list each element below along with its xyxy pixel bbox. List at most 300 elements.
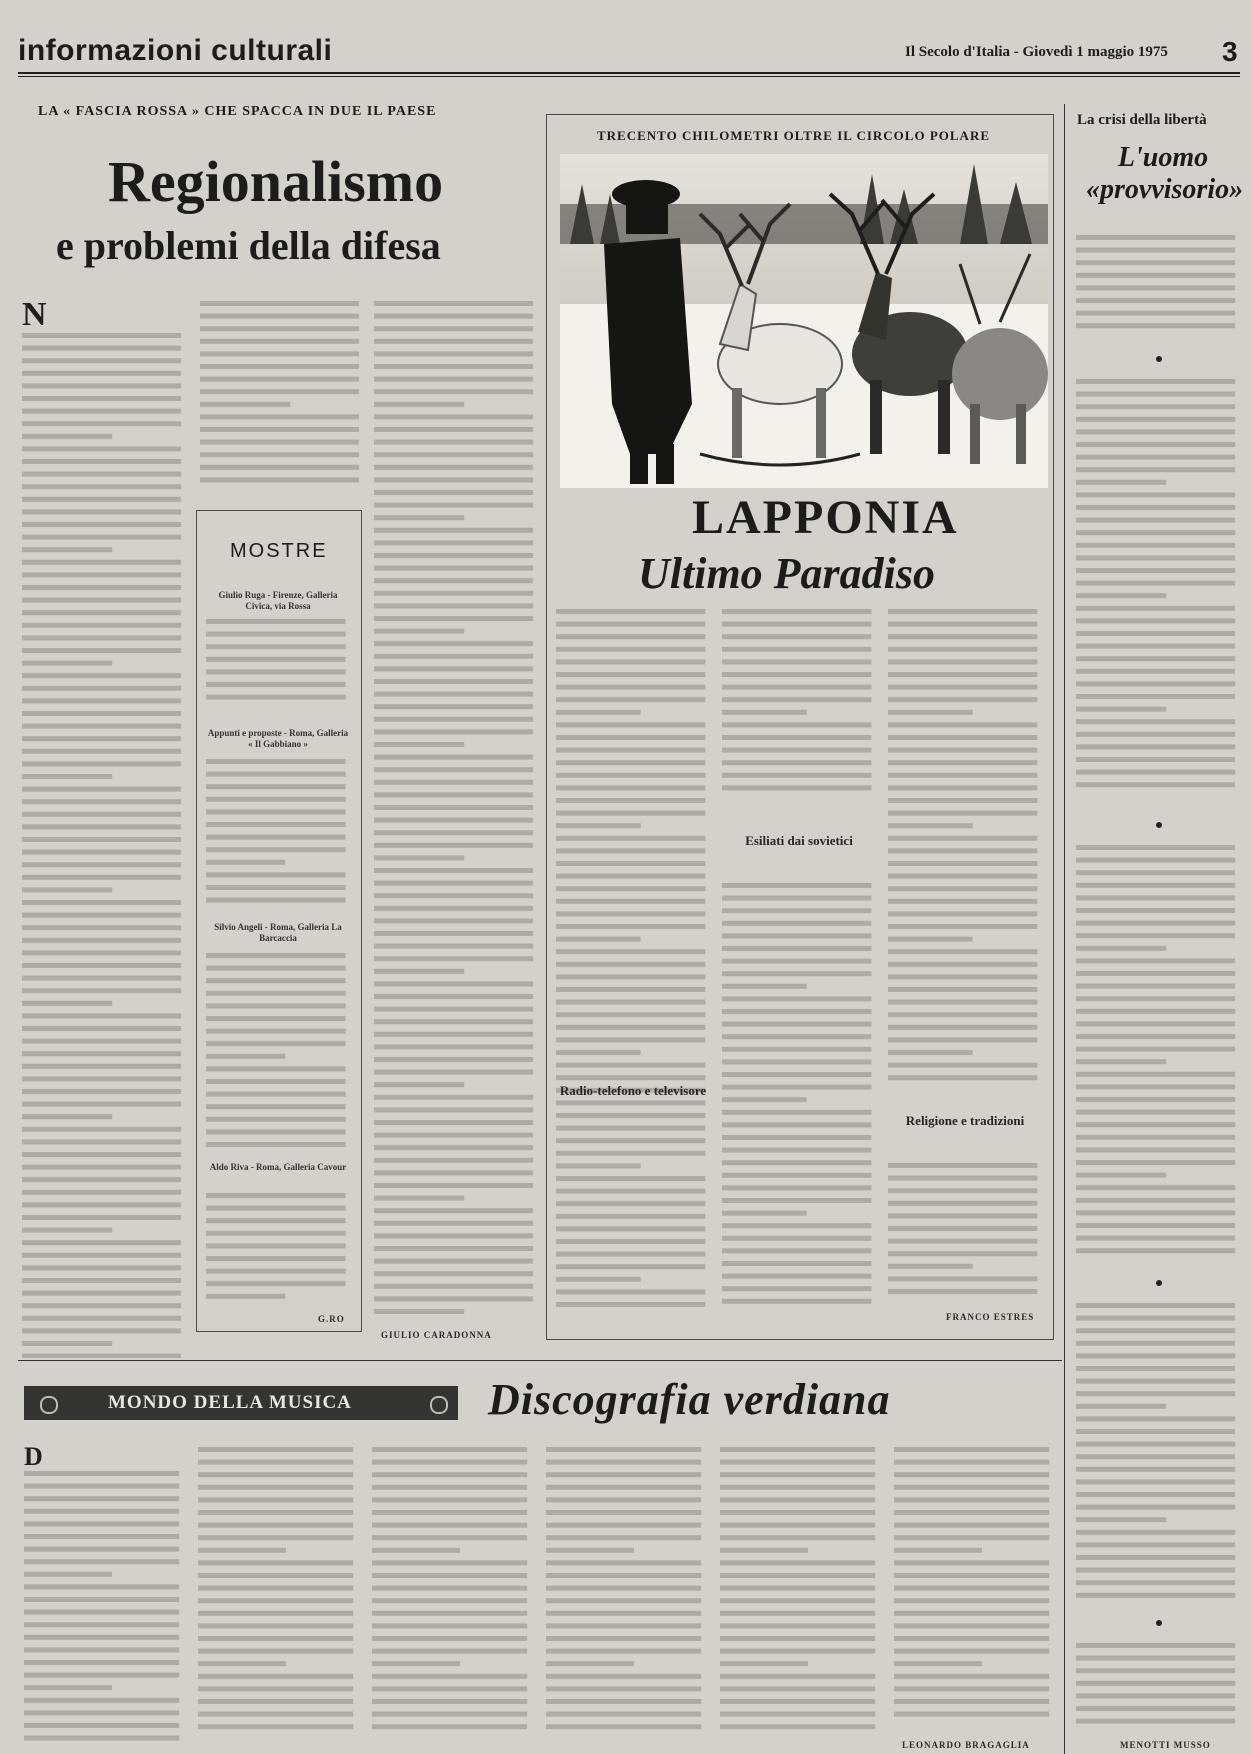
- lapponia-subhead-2: Radio-telefono e televisore: [559, 1083, 707, 1098]
- text-line: [556, 634, 705, 639]
- text-line: [22, 1001, 112, 1006]
- text-line: [546, 1636, 701, 1641]
- text-line: [374, 339, 533, 344]
- text-line: [22, 610, 181, 615]
- text-line: [22, 1152, 181, 1157]
- text-line: [888, 1201, 1037, 1206]
- text-line: [1076, 311, 1235, 316]
- text-line: [556, 1113, 705, 1118]
- text-line: [1076, 442, 1235, 447]
- illegible-text-lines: [546, 1444, 706, 1734]
- text-line: [198, 1523, 353, 1528]
- text-line: [1076, 1530, 1235, 1535]
- text-line: [1076, 1404, 1166, 1409]
- text-line: [1076, 1173, 1166, 1178]
- text-line: [720, 1472, 875, 1477]
- text-line: [200, 326, 359, 331]
- text-line: [894, 1586, 1049, 1591]
- text-line: [894, 1636, 1049, 1641]
- text-line: [556, 1252, 705, 1257]
- text-line: [556, 962, 705, 967]
- text-line: [722, 1198, 871, 1203]
- text-line: [722, 921, 871, 926]
- text-line: [1076, 1110, 1235, 1115]
- reindeer-photo-image: [560, 154, 1048, 488]
- text-line: [556, 748, 705, 753]
- text-line: [374, 1246, 533, 1251]
- text-line: [374, 1070, 533, 1075]
- text-line: [24, 1534, 179, 1539]
- text-line: [722, 971, 871, 976]
- text-line: [374, 843, 533, 848]
- text-line: [22, 472, 181, 477]
- text-line: [206, 953, 346, 958]
- text-line: [24, 1647, 179, 1652]
- text-line: [22, 1265, 181, 1270]
- text-line: [200, 339, 359, 344]
- text-line: [22, 887, 112, 892]
- text-line: [1076, 971, 1235, 976]
- text-line: [1076, 1555, 1235, 1560]
- text-line: [888, 974, 1037, 979]
- text-line: [894, 1649, 1049, 1654]
- text-line: [720, 1497, 875, 1502]
- music-column-3: [372, 1444, 532, 1744]
- text-line: [888, 748, 1037, 753]
- text-line: [1076, 1303, 1235, 1308]
- text-line: [556, 672, 705, 677]
- text-line: [22, 1026, 181, 1031]
- illegible-text-lines: [1076, 1300, 1240, 1602]
- text-line: [22, 976, 181, 981]
- text-line: [720, 1573, 875, 1578]
- text-line: [22, 1051, 181, 1056]
- text-line: [374, 314, 533, 319]
- lapponia-column-3-bottom: [888, 1160, 1042, 1300]
- text-line: [372, 1523, 527, 1528]
- text-line: [888, 811, 1037, 816]
- text-line: [374, 742, 464, 747]
- header-rule: [18, 72, 1240, 74]
- separator-bullet: [1156, 822, 1162, 828]
- text-line: [374, 1296, 533, 1301]
- illegible-text-lines: [374, 298, 538, 1319]
- text-line: [720, 1623, 875, 1628]
- text-line: [374, 969, 464, 974]
- text-line: [720, 1447, 875, 1452]
- text-line: [22, 1215, 181, 1220]
- text-line: [374, 1133, 533, 1138]
- text-line: [1076, 870, 1235, 875]
- text-line: [888, 685, 1037, 690]
- mostre-title: MOSTRE: [230, 540, 328, 562]
- text-line: [374, 540, 533, 545]
- text-line: [1076, 1668, 1235, 1673]
- text-line: [720, 1586, 875, 1591]
- text-line: [206, 978, 346, 983]
- text-line: [198, 1535, 353, 1540]
- illegible-text-lines: [372, 1444, 532, 1734]
- text-line: [722, 634, 871, 639]
- text-line: [888, 735, 1037, 740]
- text-line: [200, 427, 359, 432]
- text-line: [888, 1276, 1037, 1281]
- text-line: [722, 647, 871, 652]
- text-line: [888, 1063, 1037, 1068]
- text-line: [1076, 669, 1235, 674]
- text-line: [374, 666, 533, 671]
- text-line: [894, 1699, 1049, 1704]
- text-line: [888, 1163, 1037, 1168]
- text-line: [374, 767, 533, 772]
- text-line: [22, 787, 181, 792]
- text-line: [374, 881, 533, 886]
- text-line: [206, 809, 346, 814]
- text-line: [1076, 606, 1235, 611]
- text-line: [1076, 984, 1235, 989]
- text-line: [546, 1485, 701, 1490]
- text-line: [722, 1173, 871, 1178]
- text-line: [556, 1214, 705, 1219]
- text-line: [722, 1085, 871, 1090]
- text-line: [374, 1145, 533, 1150]
- text-line: [22, 1089, 181, 1094]
- illegible-text-lines: [888, 1160, 1042, 1299]
- text-line: [200, 314, 359, 319]
- text-line: [1076, 480, 1166, 485]
- separator-bullet: [1156, 1620, 1162, 1626]
- text-line: [888, 861, 1037, 866]
- text-line: [372, 1661, 460, 1666]
- text-line: [206, 1029, 346, 1034]
- text-line: [556, 722, 705, 727]
- text-line: [198, 1674, 353, 1679]
- separator-bullet: [1156, 1280, 1162, 1286]
- text-line: [24, 1547, 179, 1552]
- text-line: [546, 1623, 701, 1628]
- text-line: [722, 1211, 807, 1216]
- text-line: [198, 1586, 353, 1591]
- text-line: [1076, 298, 1235, 303]
- text-line: [1076, 744, 1235, 749]
- text-line: [1076, 732, 1235, 737]
- illegible-text-lines: [206, 1190, 350, 1303]
- text-line: [556, 1163, 641, 1168]
- text-line: [24, 1710, 179, 1715]
- text-line: [722, 984, 807, 989]
- text-line: [888, 647, 1037, 652]
- text-line: [894, 1674, 1049, 1679]
- text-line: [22, 824, 181, 829]
- text-line: [888, 836, 1037, 841]
- text-line: [24, 1610, 179, 1615]
- text-line: [888, 672, 1037, 677]
- text-line: [22, 560, 181, 565]
- text-line: [1076, 1084, 1235, 1089]
- text-line: [1076, 1328, 1235, 1333]
- text-line: [372, 1674, 527, 1679]
- text-line: [22, 1253, 181, 1258]
- text-line: [888, 886, 1037, 891]
- text-line: [206, 1117, 346, 1122]
- text-line: [720, 1560, 875, 1565]
- text-line: [22, 686, 181, 691]
- text-line: [1076, 644, 1235, 649]
- text-line: [24, 1484, 179, 1489]
- text-line: [1076, 631, 1235, 636]
- text-line: [22, 913, 181, 918]
- text-line: [22, 1278, 181, 1283]
- text-line: [894, 1548, 982, 1553]
- text-line: [546, 1523, 701, 1528]
- text-line: [722, 735, 871, 740]
- text-line: [1076, 1593, 1235, 1598]
- text-line: [556, 697, 705, 702]
- text-line: [374, 1019, 533, 1024]
- text-line: [374, 805, 533, 810]
- music-column-4: [546, 1444, 706, 1744]
- text-line: [22, 497, 181, 502]
- text-line: [22, 358, 181, 363]
- text-line: [372, 1460, 527, 1465]
- body-text: [200, 298, 364, 492]
- text-line: [720, 1724, 875, 1729]
- text-line: [722, 722, 871, 727]
- text-line: [206, 797, 346, 802]
- text-line: [722, 609, 871, 614]
- lapponia-column-2-top: [722, 606, 876, 804]
- text-line: [720, 1460, 875, 1465]
- text-line: [1076, 1568, 1235, 1573]
- text-line: [888, 773, 1037, 778]
- text-line: [374, 1057, 533, 1062]
- text-line: [24, 1622, 179, 1627]
- lapponia-subtitle: Ultimo Paradiso: [638, 549, 936, 598]
- text-line: [722, 1135, 871, 1140]
- body-text: [374, 298, 538, 1323]
- text-line: [22, 1102, 181, 1107]
- text-line: [372, 1649, 527, 1654]
- text-line: [22, 547, 112, 552]
- text-line: [22, 1127, 181, 1132]
- text-line: [1076, 518, 1235, 523]
- text-line: [1076, 1454, 1235, 1459]
- text-line: [722, 1097, 807, 1102]
- text-line: [206, 835, 346, 840]
- text-line: [556, 1176, 705, 1181]
- text-line: [374, 818, 533, 823]
- text-line: [374, 1120, 533, 1125]
- text-line: [206, 898, 346, 903]
- text-line: [206, 822, 346, 827]
- text-line: [722, 1059, 871, 1064]
- text-line: [722, 959, 871, 964]
- text-line: [1076, 1135, 1235, 1140]
- text-line: [206, 991, 346, 996]
- dropcap: N: [22, 298, 47, 333]
- text-line: [722, 1072, 871, 1077]
- right-column-byline: MENOTTI MUSSO: [1120, 1740, 1211, 1750]
- text-line: [556, 1138, 705, 1143]
- text-line: [1076, 1248, 1235, 1253]
- illegible-text-lines: [556, 606, 710, 1312]
- text-line: [1076, 1517, 1166, 1522]
- text-line: [1076, 1379, 1235, 1384]
- text-line: [894, 1686, 1049, 1691]
- text-line: [22, 346, 181, 351]
- illegible-text-lines: [1076, 376, 1240, 792]
- text-line: [546, 1560, 701, 1565]
- illegible-text-lines: [888, 606, 1042, 1085]
- text-line: [1076, 260, 1235, 265]
- text-line: [1076, 1706, 1235, 1711]
- text-line: [22, 724, 181, 729]
- text-line: [198, 1573, 353, 1578]
- article-column-1: [22, 298, 186, 1358]
- text-line: [198, 1623, 353, 1628]
- text-line: [556, 924, 705, 929]
- text-line: [206, 657, 346, 662]
- lapponia-byline: FRANCO ESTRES: [946, 1312, 1035, 1322]
- mostre-item-heading: Silvio Angeli - Roma, Galleria La Barcaccia: [214, 922, 342, 943]
- text-line: [206, 632, 346, 637]
- illegible-text-lines: [1076, 842, 1240, 1258]
- text-line: [722, 622, 871, 627]
- text-line: [206, 772, 346, 777]
- text-line: [722, 896, 871, 901]
- text-line: [1076, 1047, 1235, 1052]
- text-line: [374, 931, 533, 936]
- text-line: [1076, 1021, 1235, 1026]
- text-line: [200, 477, 359, 482]
- text-line: [1076, 273, 1235, 278]
- text-line: [22, 1240, 181, 1245]
- text-line: [206, 1256, 346, 1261]
- text-line: [1076, 1034, 1235, 1039]
- reindeer-photo: [560, 154, 1048, 488]
- text-line: [1076, 1072, 1235, 1077]
- text-line: [200, 377, 359, 382]
- illegible-text-lines: [22, 330, 186, 1358]
- text-line: [1076, 1505, 1235, 1510]
- illegible-text-lines: [200, 298, 364, 487]
- text-line: [374, 515, 464, 520]
- text-line: [374, 893, 533, 898]
- text-line: [198, 1712, 353, 1717]
- text-line: [198, 1447, 353, 1452]
- text-line: [720, 1523, 875, 1528]
- text-line: [556, 710, 641, 715]
- text-line: [722, 1148, 871, 1153]
- text-line: [888, 1000, 1037, 1005]
- text-line: [1076, 581, 1235, 586]
- text-line: [888, 760, 1037, 765]
- text-line: [556, 609, 705, 614]
- text-line: [1076, 1147, 1235, 1152]
- text-line: [374, 918, 533, 923]
- text-line: [722, 1022, 871, 1027]
- lapponia-title: LAPPONIA: [692, 491, 959, 544]
- text-line: [894, 1497, 1049, 1502]
- text-line: [22, 1341, 112, 1346]
- text-line: [22, 333, 181, 338]
- text-line: [722, 1047, 871, 1052]
- page-number: 3: [1222, 36, 1238, 67]
- text-line: [556, 1226, 705, 1231]
- text-line: [24, 1559, 179, 1564]
- text-line: [546, 1598, 701, 1603]
- text-line: [888, 823, 973, 828]
- text-line: [888, 622, 1037, 627]
- text-line: [374, 704, 533, 709]
- text-line: [206, 1281, 346, 1286]
- text-line: [206, 1294, 285, 1299]
- music-column-6: [894, 1444, 1054, 1730]
- text-line: [722, 1009, 871, 1014]
- text-line: [22, 509, 181, 514]
- text-line: [22, 925, 181, 930]
- text-line: [722, 1274, 871, 1279]
- text-line: [24, 1635, 179, 1640]
- text-line: [198, 1472, 353, 1477]
- text-line: [556, 1075, 705, 1080]
- illegible-text-lines: [206, 756, 350, 907]
- text-line: [374, 944, 533, 949]
- mostre-signature: G.RO: [318, 1314, 345, 1324]
- text-line: [722, 760, 871, 765]
- text-line: [888, 697, 1037, 702]
- text-line: [1076, 417, 1235, 422]
- text-line: [206, 669, 346, 674]
- text-line: [1076, 1009, 1235, 1014]
- text-line: [1076, 1097, 1235, 1102]
- text-line: [1076, 379, 1235, 384]
- text-line: [1076, 1353, 1235, 1358]
- text-line: [374, 616, 533, 621]
- text-line: [720, 1548, 808, 1553]
- text-line: [722, 1236, 871, 1241]
- right-column-rule: [1064, 104, 1065, 1754]
- lapponia-column-2-bottom: [722, 880, 876, 1312]
- text-line: [374, 477, 533, 482]
- header-rule-thin: [18, 76, 1240, 77]
- text-line: [22, 522, 181, 527]
- text-line: [888, 987, 1037, 992]
- text-line: [894, 1472, 1049, 1477]
- text-line: [374, 792, 533, 797]
- text-line: [206, 966, 346, 971]
- illegible-text-lines: [1076, 1640, 1240, 1728]
- text-line: [546, 1472, 701, 1477]
- text-line: [556, 1025, 705, 1030]
- text-line: [374, 692, 533, 697]
- text-line: [372, 1535, 527, 1540]
- text-line: [1076, 618, 1235, 623]
- text-line: [556, 773, 705, 778]
- text-line: [200, 440, 359, 445]
- article-byline: GIULIO CARADONNA: [381, 1330, 492, 1340]
- text-line: [198, 1611, 353, 1616]
- text-line: [720, 1712, 875, 1717]
- text-line: [720, 1485, 875, 1490]
- music-ornament-icon: [40, 1396, 58, 1414]
- text-line: [888, 785, 1037, 790]
- text-line: [888, 798, 1037, 803]
- illegible-text-lines: [198, 1444, 358, 1734]
- text-line: [722, 1160, 871, 1165]
- text-line: [374, 351, 533, 356]
- text-line: [374, 603, 533, 608]
